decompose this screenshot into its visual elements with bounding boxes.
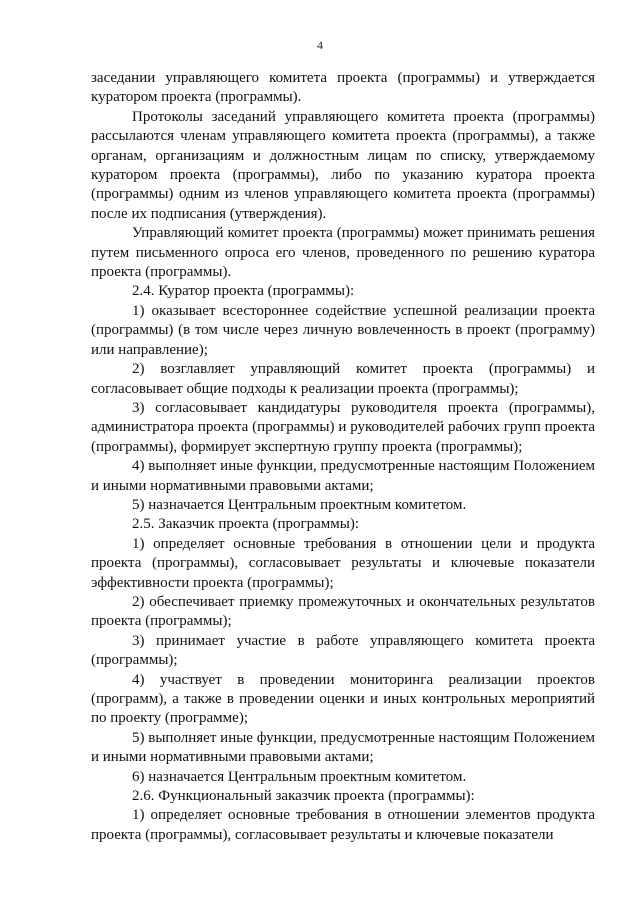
list-item-2-5-3: 3) принимает участие в работе управляющего комитета проекта (программы); (91, 632, 595, 669)
list-item-2-4-5: 5) назначается Центральным проектным комитетом. (132, 496, 467, 513)
section-heading-2-6: 2.6. Функциональный заказчик проекта (программы): (132, 788, 475, 805)
list-item-2-4-1: 1) оказывает всестороннее содействие успешной реализации проекта (программы) (в том числе через личную вовлеченность в проект (программу) или направление); (91, 302, 595, 358)
list-item-2-4-3: 3) согласовывает кандидатуры руководителя проекта (программы), администратора проекта (программы) и руководителей рабочих групп проекта (программы), формирует экспертную группу проекта (программы); (91, 399, 595, 455)
list-item-2-5-2: 2) обеспечивает приемку промежуточных и окончательных результатов проекта (программы); (91, 593, 595, 630)
list-item-2-4-4: 4) выполняет иные функции, предусмотренные настоящим Положением и иными нормативными правовыми актами; (91, 458, 595, 494)
section-heading-2-4: 2.4. Куратор проекта (программы): (132, 283, 355, 300)
list-item-2-5-5: 5) выполняет иные функции, предусмотренные настоящим Положением и иными нормативными правовыми актами; (91, 729, 595, 766)
section-heading-2-5: 2.5. Заказчик проекта (программы): (132, 516, 360, 533)
list-item-2-4-2: 2) возглавляет управляющий комитет проекта (программы) и согласовывает общие подходы к реализации проекта (программы); (91, 361, 595, 397)
list-item-2-5-1: 1) определяет основные требования в отношении цели и продукта проекта (программы), согласовывает результаты и ключевые показатели эффективности проекта (программы); (91, 535, 595, 591)
list-item-2-5-6: 6) назначается Центральным проектным комитетом. (132, 768, 467, 785)
paragraph-continuation: заседании управляющего комитета проекта (программы) и утверждается куратором проекта (программы). (91, 70, 595, 106)
list-item-2-5-4: 4) участвует в проведении мониторинга реализации проектов (программ), а также в проведении оценки и иных контрольных мероприятий по проекту (программе); (91, 671, 595, 727)
document-body (91, 69, 595, 845)
list-item-2-6-1: 1) определяет основные требования в отношении элементов продукта проекта (программы), согласовывает результаты и ключевые показатели (91, 807, 595, 843)
page-number: 4 (317, 38, 323, 52)
paragraph-protocols: Протоколы заседаний управляющего комитета проекта (программы) рассылаются членам управляющего комитета проекта (программы), а также органам, организациям и должностным лицам по списку, утверждаемому куратором проекта (программы), либо по указанию куратора проекта (программы) одним из членов управляющего комитета проекта (программы) после их подписания (утверждения). (91, 108, 595, 222)
paragraph-committee-decisions: Управляющий комитет проекта (программы) может принимать решения путем письменного опроса его членов, проведенного по решению куратора проекта (программы). (91, 225, 595, 281)
